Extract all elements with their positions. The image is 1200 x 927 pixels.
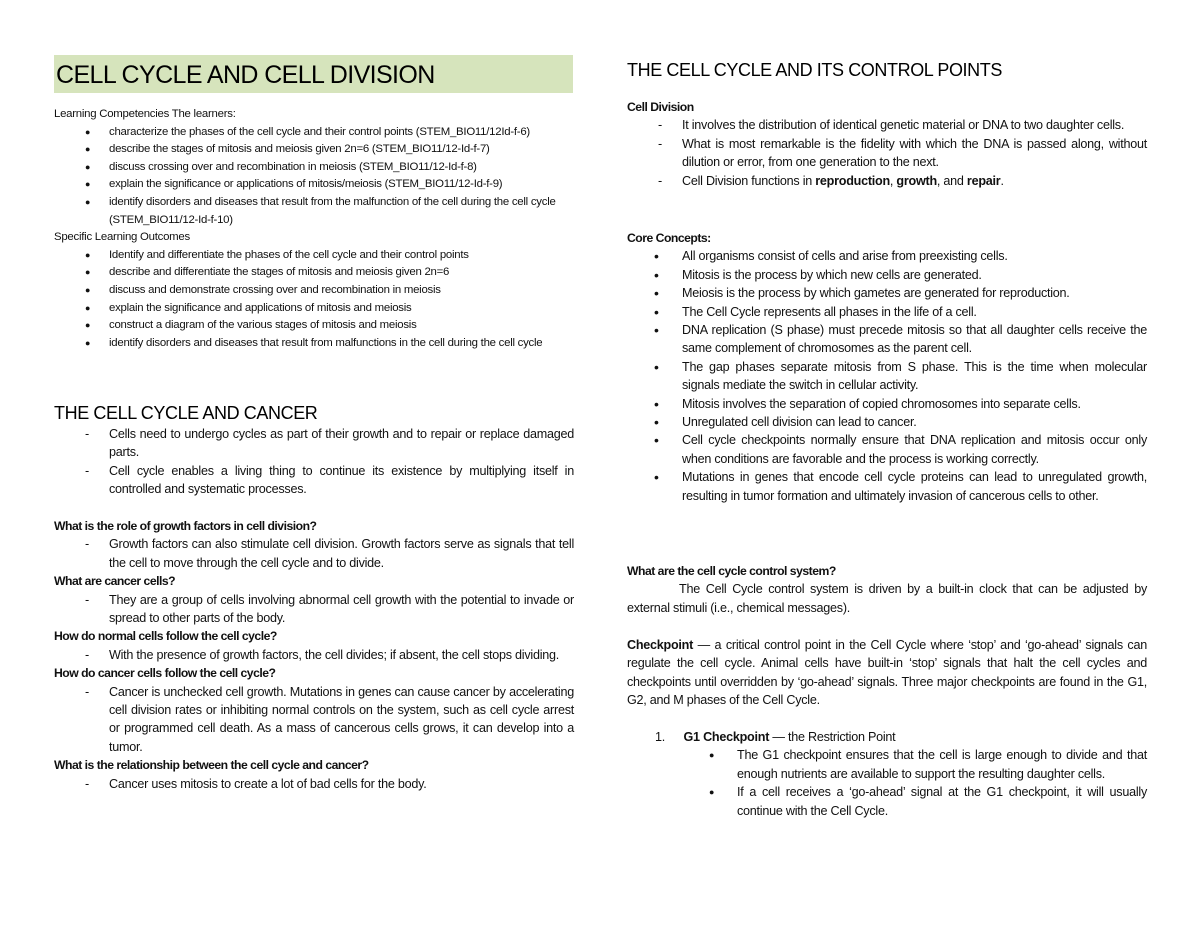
list-item: ● identify disorders and diseases that result from the malfunction of the cell during the cell cycle (STEM_BIO11/12-Id-f-10) [54,194,574,229]
list-item: ● If a cell receives a ‘go-ahead’ signal at the G1 checkpoint, it will usually continue with the Cell Cycle. [627,783,1147,820]
list-item: • DNA replication (S phase) must precede mitosis so that all daughter cells receive the same complement of chromosomes as the parent cell. [627,321,1147,358]
list-item: • All organisms consist of cells and arise from preexisting cells. [627,247,1147,265]
list-item: ● construct a diagram of the various stages of mitosis and meiosis [54,317,574,335]
cell-division-section [627,98,1147,190]
outcomes-label: Specific Learning Outcomes [54,231,190,244]
repair-term: repair [966,173,1001,188]
competencies-list [54,124,574,230]
control-system-section [627,562,1147,617]
growth-term: growth [896,173,937,188]
list-item: ● Identify and differentiate the phases of the cell cycle and their control points [54,247,574,265]
cancer-heading: THE CELL CYCLE AND CANCER [54,403,318,423]
list-item: • Mitosis involves the separation of copied chromosomes into separate cells. [627,395,1147,413]
list-item: • The gap phases separate mitosis from S phase. This is the time when molecular signals mediate the switch in cellular activity. [627,358,1147,395]
list-item: ● explain the significance or applications of mitosis/meiosis (STEM_BIO11/12-Id-f-9) [54,176,574,194]
question-normal-cells: How do normal cells follow the cell cycle? [54,629,277,644]
question-cancer-cycle: How do cancer cells follow the cell cycle? [54,666,276,681]
list-item: - Cells need to undergo cycles as part of their growth and to repair or replace damaged parts. [54,425,574,462]
g1-checkpoint-section [627,728,1147,820]
list-item: • The Cell Cycle represents all phases in the life of a cell. [627,303,1147,321]
list-item: - Cell cycle enables a living thing to continue its existence by multiplying itself in controlled and systematic processes. [54,462,574,499]
list-item: ● discuss and demonstrate crossing over and recombination in meiosis [54,282,574,300]
page-title: CELL CYCLE AND CELL DIVISION [56,61,435,89]
core-concepts-section [627,229,1147,505]
competencies-section [54,106,574,352]
reproduction-term: reproduction [815,173,890,188]
cancer-points [54,425,574,499]
control-points-heading: THE CELL CYCLE AND ITS CONTROL POINTS [627,60,1002,80]
checkpoint-definition: Checkpoint — a critical control point in the Cell Cycle where ‘stop’ and ‘go-ahead’ signals can regulate the cell cycle. Animal cells have built-in ‘stop’ signals that halt the cell cycles and checkpoints until overridden by ‘go-ahead’ signals. Three major checkpoints are found in the G1, G2, and M phases of the Cell Cycle. [627,638,1147,708]
list-item: • Meiosis is the process by which gametes are generated for reproduction. [627,284,1147,302]
control-system-question: What are the cell cycle control system? [627,564,836,578]
list-item: ● describe and differentiate the stages of mitosis and meiosis given 2n=6 [54,264,574,282]
competencies-label: Learning Competencies The learners: [54,108,236,120]
answer-growth-factors: - Growth factors can also stimulate cell division. Growth factors serve as signals that tell the cell to move through the cell cycle and to divide. [54,535,574,572]
list-item: - It involves the distribution of identical genetic material or DNA to two daughter cells. [627,116,1147,134]
list-item: - What is most remarkable is the fidelity with which the DNA is passed along, without dilution or error, from one generation to the next. [627,135,1147,172]
title-banner [54,55,573,93]
list-item: - Cell Division functions in reproduction, growth, and repair. [627,172,1147,190]
list-item: • Mitosis is the process by which new cells are generated. [627,266,1147,284]
question-growth-factors: What is the role of growth factors in cell division? [54,519,317,533]
question-relationship: What is the relationship between the cell cycle and cancer? [54,758,369,773]
qa-section [54,517,574,793]
cell-division-label: Cell Division [627,100,694,114]
g1-number: 1. [655,730,666,744]
list-item: ● identify disorders and diseases that result from malfunctions in the cell during the cell cycle [54,335,574,353]
answer-cancer-cells: - They are a group of cells involving abnormal cell growth with the potential to invade or spread to other parts of the body. [54,591,574,628]
list-item: • Unregulated cell division can lead to cancer. [627,413,1147,431]
g1-heading: 1. G1 Checkpoint — the Restriction Point [655,730,896,744]
list-item: ● explain the significance and applications of mitosis and meiosis [54,300,574,318]
core-concepts-list [627,247,1147,505]
list-item: ● discuss crossing over and recombination in meiosis (STEM_BIO11/12-Id-f-8) [54,159,574,177]
answer-relationship: - Cancer uses mitosis to create a lot of bad cells for the body. [54,775,574,793]
outcomes-list [54,247,574,353]
list-item: • Mutations in genes that encode cell cycle proteins can lead to unregulated growth, resulting in tumor formation and ultimately invasion of cancerous cells to other. [627,468,1147,505]
list-item: ● describe the stages of mitosis and meiosis given 2n=6 (STEM_BIO11/12-Id-f-7) [54,141,574,159]
list-item: ● characterize the phases of the cell cycle and their control points (STEM_BIO11/12Id-f-6) [54,124,574,142]
cancer-section [54,425,574,499]
g1-title: G1 Checkpoint [683,730,770,744]
cell-division-points [627,116,1147,190]
answer-cancer-cycle: - Cancer is unchecked cell growth. Mutations in genes can cause cancer by accelerating cell division rates or inhibiting normal controls on the system, such as cell cycle arrest or programmed cell death. As a mass of cancerous cells grows, it can develop into a tumor. [54,683,574,757]
list-item: • Cell cycle checkpoints normally ensure that DNA replication and mitosis occur only when conditions are favorable and the process is working correctly. [627,431,1147,468]
control-system-answer: The Cell Cycle control system is driven by a built-in clock that can be adjusted by external stimuli (i.e., chemical messages). [627,582,1147,615]
question-cancer-cells: What are cancer cells? [54,574,176,589]
g1-points [627,746,1147,820]
core-concepts-label: Core Concepts: [627,231,711,245]
list-item: ● The G1 checkpoint ensures that the cell is large enough to divide and that enough nutrients are available to support the resulting daughter cells. [627,746,1147,783]
answer-normal-cells: - With the presence of growth factors, the cell divides; if absent, the cell stops dividing. [54,646,574,664]
checkpoint-term: Checkpoint [627,638,694,652]
